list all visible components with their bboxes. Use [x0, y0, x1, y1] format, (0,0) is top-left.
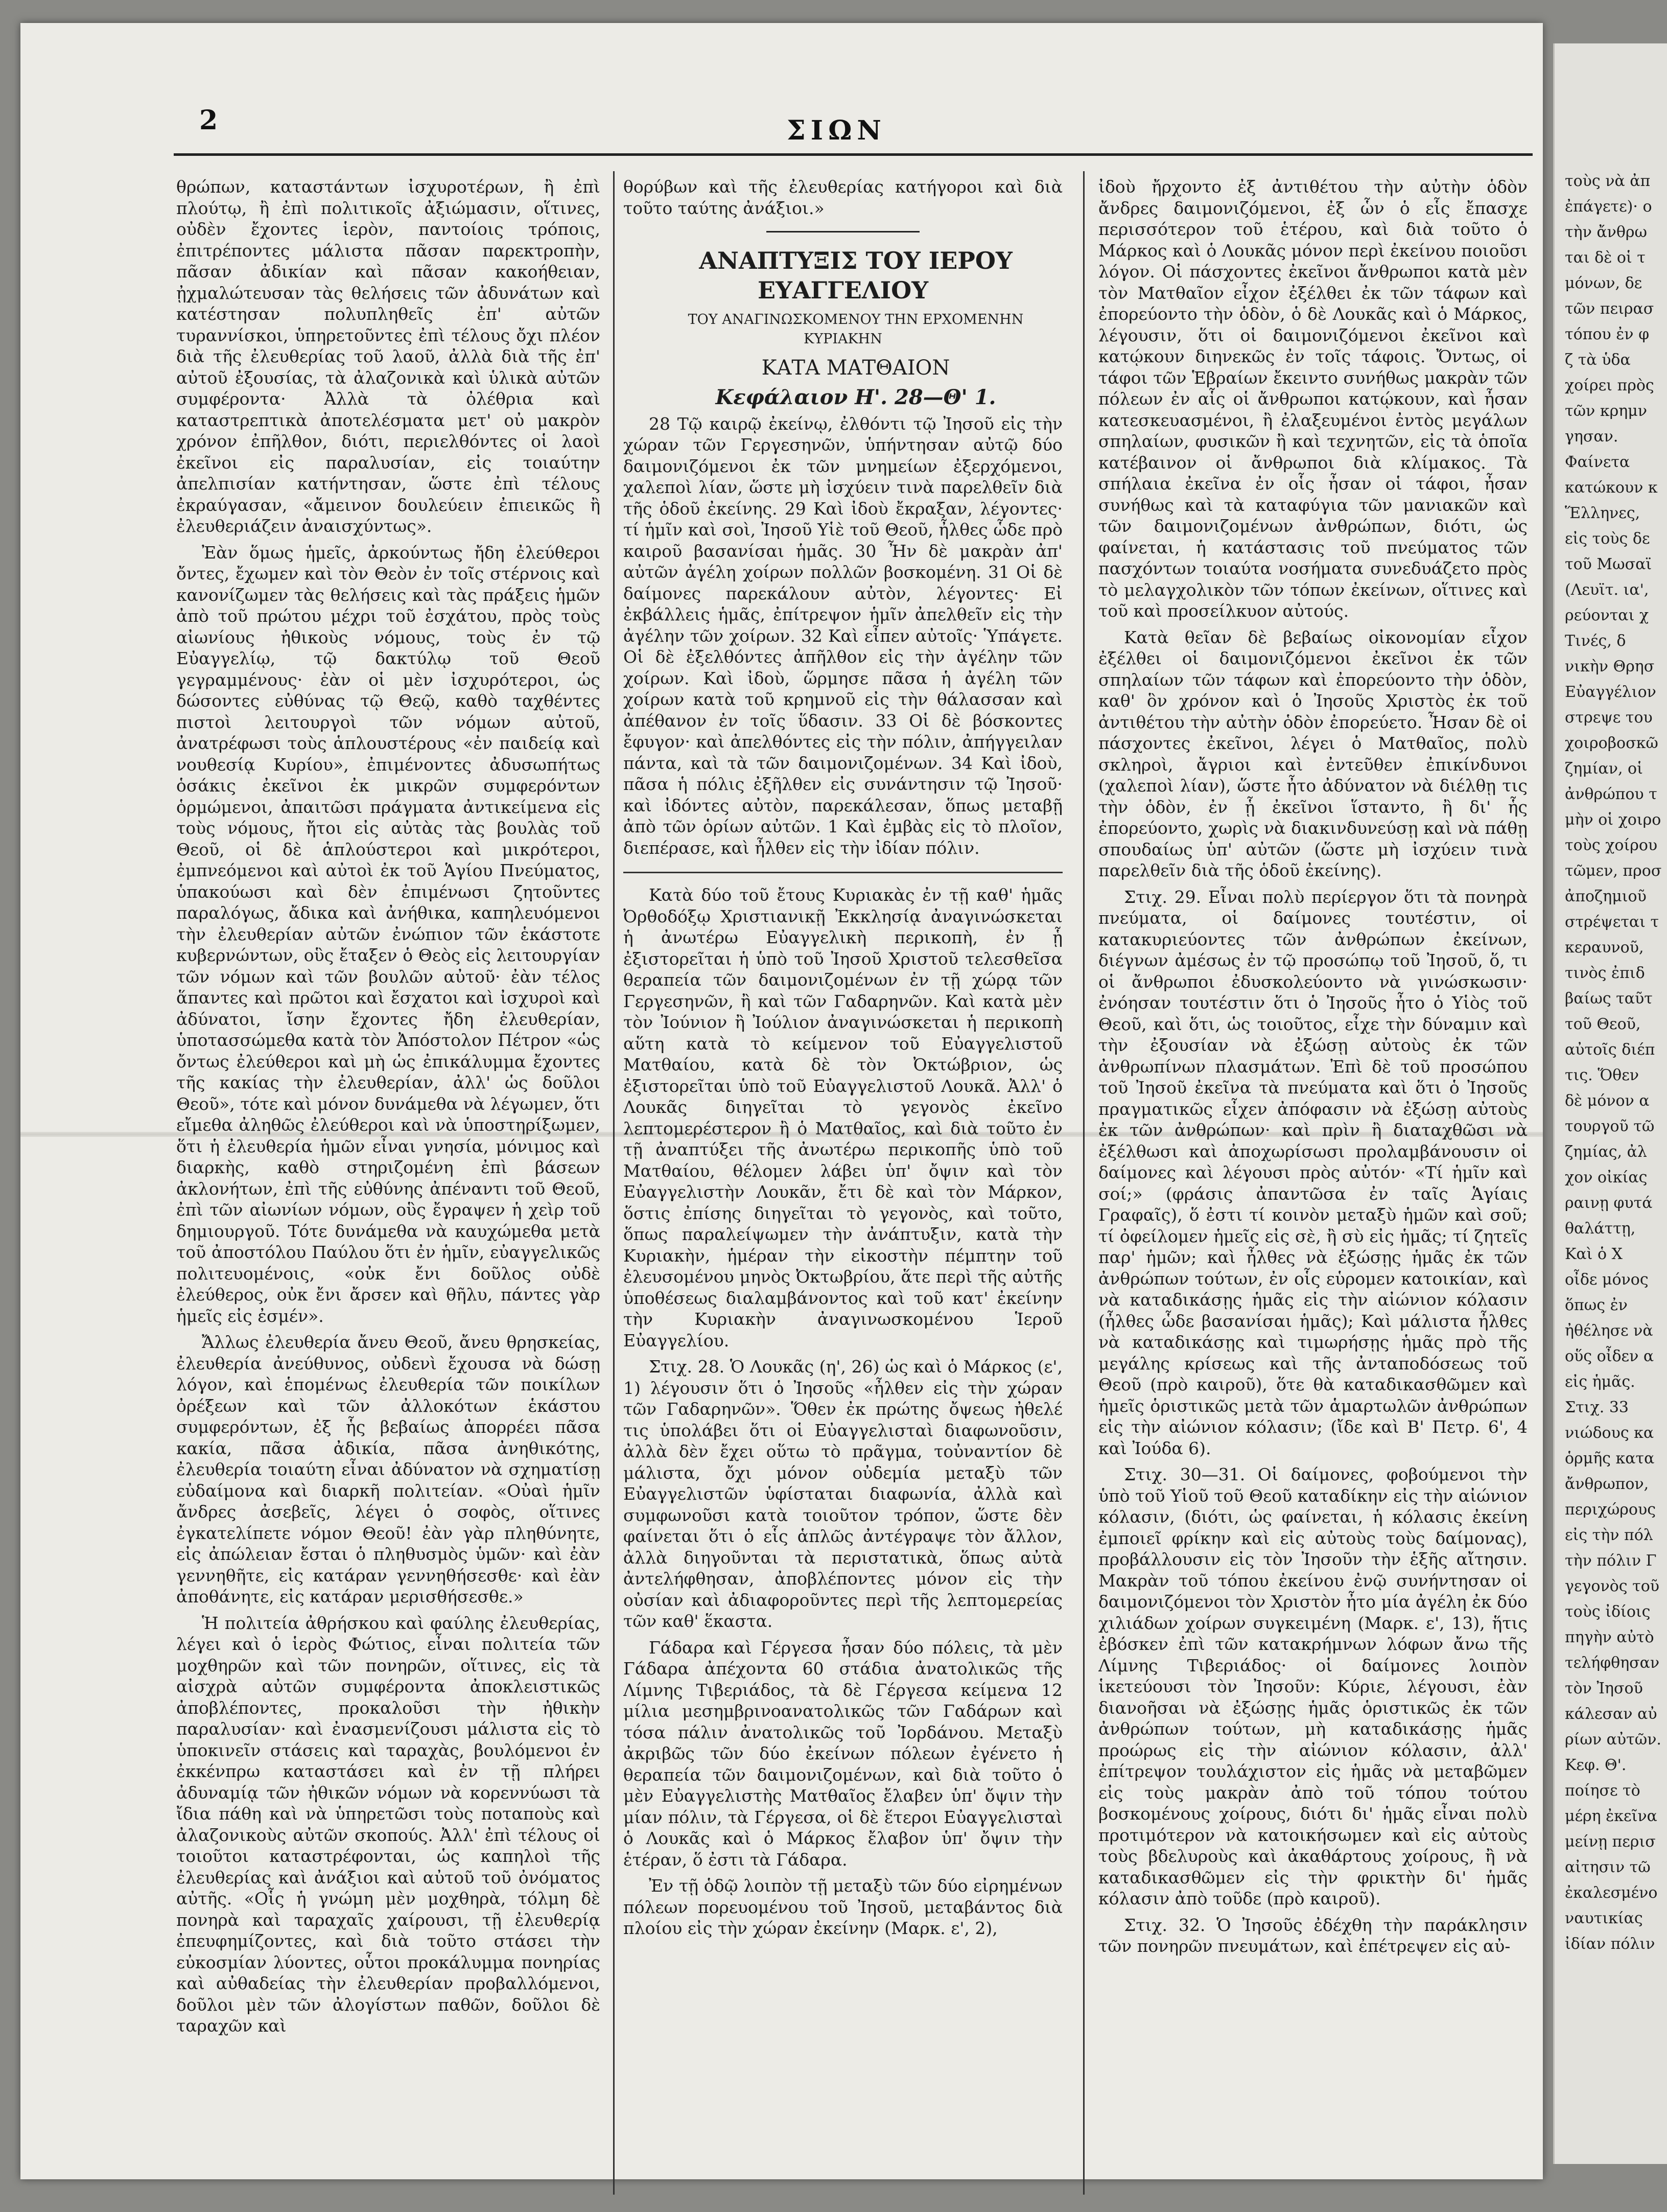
- col4-line: Καὶ ὁ Χ: [1565, 1245, 1623, 1263]
- col4-line: οἶδε μόνος: [1565, 1271, 1649, 1289]
- col4-line: ἄνθρωπον,: [1565, 1475, 1649, 1493]
- col4-line: δὲ μόνον α: [1565, 1092, 1650, 1110]
- col4-line: περιχώρους: [1565, 1501, 1656, 1519]
- column-4-partial: [1565, 171, 1667, 2138]
- col4-line: τοὺς χοίρου: [1565, 836, 1658, 854]
- masthead-title: ΣΙΩΝ: [787, 115, 886, 146]
- col4-line: κεραυνοῦ,: [1565, 939, 1644, 957]
- column-divider-1: [613, 171, 615, 2195]
- col3-paragraph-5: Στιχ. 32. Ὁ Ἰησοῦς ἐδέχθη τὴν παράκλησιν τῶν πονηρῶν πνευμάτων, καὶ ἐπέτρεψεν εἰς αὐ-: [1098, 1915, 1528, 1956]
- col4-line: γησαν.: [1565, 428, 1618, 446]
- page-number: 2: [199, 105, 218, 136]
- scripture-text: 28 Τῷ καιρῷ ἐκείνῳ, ἐλθόντι τῷ Ἰησοῦ εἰς τὴν χώραν τῶν Γεργεσηνῶν, ὑπήντησαν αὐτῷ δύο δαιμονιζόμενοι ἐκ τῶν μνημείων ἐξερχόμενοι, χαλεποὶ λίαν, ὥστε μὴ ἰσχύειν τινὰ παρελθεῖν διὰ τῆς ὁδοῦ ἐκείνης. 29 Καὶ ἰδοὺ ἔκραξαν, λέγοντες· τί ἡμῖν καὶ σοὶ, Ἰησοῦ Υἱὲ τοῦ Θεοῦ, ἦλθες ὧδε πρὸ καιροῦ βασανίσαι ἡμᾶς. 30 Ἦν δὲ μακρὰν ἀπ' αὐτῶν ἀγέλη χοίρων πολλῶν βοσκομένη. 31 Οἱ δὲ δαίμονες παρεκάλουν αὐτὸν, λέγοντες· Εἰ ἐκβάλλεις ἡμᾶς, ἐπίτρεψον ἡμῖν ἀπελθεῖν εἰς τὴν ἀγέλην τῶν χοίρων. 32 Καὶ εἶπεν αὐτοῖς· Ὑπάγετε. Οἱ δὲ ἐξελθόντες ἀπῆλθον εἰς τὴν ἀγέλην τῶν χοίρων. Καὶ ἰδοὺ, ὥρμησε πᾶσα ἡ ἀγέλη τῶν χοίρων κατὰ τοῦ κρημνοῦ εἰς τὴν θάλασσαν καὶ ἀπέθανον ἐν τοῖς ὕδασιν. 33 Οἱ δὲ βόσκοντες ἔφυγον· καὶ ἀπελθόντες εἰς τὴν πόλιν, ἀπήγγειλαν πάντα, καὶ τὰ τῶν δαιμονιζομένων. 34 Καὶ ἰδοὺ, πᾶσα ἡ πόλις ἐξῆλθεν εἰς συνάντησιν τῷ Ἰησοῦ· καὶ ἰδόντες αὐτὸν, παρεκάλεσαν, ὅπως μεταβῇ ἀπὸ τῶν ὁρίων αὐτῶν. 1 Καὶ ἐμβὰς εἰς τὸ πλοῖον, διεπέρασε, καὶ ἦλθεν εἰς τὴν ἰδίαν πόλιν.: [623, 413, 1063, 858]
- col2-paragraph-4: Γάδαρα καὶ Γέργεσα ἦσαν δύο πόλεις, τὰ μὲν Γάδαρα ἀπέχοντα 60 στάδια ἀνατολικῶς τῆς Λίμνης Τιβεριάδος, τὰ δὲ Γέργεσα κείμενα 12 μίλια μεσημβρινοανατολικῶς τῶν Γαδάρων καὶ τόσα πάλιν ἀνατολικῶς τοῦ Ἰορδάνου. Μεταξὺ ἀκριβῶς τῶν δύο ἐκείνων πόλεων ἐγένετο ἡ θεραπεία τῶν δαιμονιζομένων, καὶ διὰ τοῦτο ὁ μὲν Εὐαγγελιστὴς Ματθαῖος ἔλαβεν ὑπ' ὄψιν τὴν μίαν πόλιν, τὰ Γέργεσα, οἱ δὲ ἕτεροι Εὐαγγελισταὶ ὁ Λουκᾶς καὶ ὁ Μάρκος ἔλαβον ὑπ' ὄψιν τὴν ἑτέραν, ὅ ἐστι τὰ Γάδαρα.: [623, 1637, 1063, 1870]
- col4-line: αἰτησιν τῶ: [1565, 1858, 1651, 1876]
- col4-line: στρεψε του: [1565, 709, 1653, 727]
- col4-line: εἰς ἡμᾶς.: [1565, 1373, 1635, 1391]
- col4-line: ται δὲ οἱ τ: [1565, 249, 1646, 267]
- col4-line: ἰδίαν πόλιν: [1565, 1935, 1655, 1953]
- col4-line: Κεφ. Θ'.: [1565, 1756, 1627, 1774]
- col3-paragraph-4: Στιχ. 30—31. Οἱ δαίμονες, φοβούμενοι τὴν ὑπὸ τοῦ Υἱοῦ τοῦ Θεοῦ καταδίκην εἰς τὴν αἰώνιον κόλασιν, (διότι, ὡς φαίνεται, ἡ κόλασις ἐκείνη ἐμποιεῖ φρίκην καὶ εἰς αὐτοὺς τοὺς δαίμονας), προβάλλουσιν εἰς τὸν Ἰησοῦν τὴν ἑξῆς αἴτησιν. Μακρὰν τοῦ τόπου ἐκείνου ἐνῷ συνήντησαν οἱ δαιμονιζόμενοι τὸν Χριστὸν ἦτο μία ἀγέλη ἐκ δύο χιλιάδων χοίρων συγκειμένη (Μαρκ. ε', 13), ἥτις ἐβόσκεν ἐπὶ τῶν κατακρήμνων λόφων ἄνω τῆς Λίμνης Τιβεριάδος· οἱ δαίμονες λοιπὸν ἱκετεύουσι τὸν Ἰησοῦν: Κύριε, λέγουσι, ἐὰν διανοῆσαι νὰ ἐξώσῃς ἡμᾶς ὁριστικῶς ἐκ τῶν ἀνθρώπων τούτων, μὴ καταδικάσῃς ἡμᾶς προώρως εἰς τὴν αἰώνιον κόλασιν, ἀλλ' ἐπίτρεψον τουλάχιστον εἰς ἡμᾶς νὰ μεταβῶμεν εἰς τοὺς μακρὰν ἀπὸ τοῦ τόπου τούτου βοσκομένους χοίρους, διότι δι' ἡμᾶς εἶναι πολὺ προτιμότερον νὰ κατοικήσωμεν καὶ εἰς αὐτοὺς τοὺς βδελυροὺς καὶ ἀκαθάρτους χοίρους, ἢ νὰ καταδικασθῶμεν εἰς τὴν φρικτὴν δι' ἡμᾶς κόλασιν ἀπὸ τοῦδε (πρὸ καιροῦ).: [1098, 1464, 1528, 1908]
- col4-line: Εὐαγγέλιον: [1565, 683, 1656, 701]
- newspaper-page: [20, 23, 1543, 2179]
- col4-line: στρέψεται τ: [1565, 913, 1659, 931]
- col4-line: τοῦ Μωσαϊ: [1565, 555, 1652, 573]
- col4-line: ρίων αὐτῶν.: [1565, 1731, 1661, 1749]
- col4-line: ζημίαν, οἱ: [1565, 760, 1643, 778]
- col4-line: τὴν πόλιν Γ: [1565, 1552, 1657, 1570]
- col4-line: ζημίας, ἀλ: [1565, 1143, 1647, 1161]
- col4-line: ναυτικίας: [1565, 1910, 1643, 1927]
- col4-line: ἀποζημιοῦ: [1565, 888, 1647, 905]
- col4-line: τοὺς ἰδίοις: [1565, 1603, 1651, 1621]
- col4-line: χον οἰκίας: [1565, 1169, 1648, 1186]
- col4-line: Στιχ. 33: [1565, 1399, 1629, 1416]
- col4-line: μόνων, δε: [1565, 274, 1642, 292]
- col4-line: τινὸς ἐπιδ: [1565, 964, 1645, 982]
- col4-line: ἀνθρώπου τ: [1565, 785, 1657, 803]
- col2-paragraph-2: Κατὰ δύο τοῦ ἔτους Κυριακὰς ἐν τῇ καθ' ἡμᾶς Ὀρθοδόξῳ Χριστιανικῇ Ἐκκλησίᾳ ἀναγινώσκεται ἡ ἀνωτέρω Εὐαγγελικὴ περικοπὴ, ἐν ᾗ ἐξιστορεῖται ἡ ὑπὸ τοῦ Ἰησοῦ Χριστοῦ τελεσθεῖσα θεραπεία τῶν δαιμονιζομένων ἐν τῇ χώρᾳ τῶν Γεργεσηνῶν, ἢ καὶ τῶν Γαδαρηνῶν. Καὶ κατὰ μὲν τὸν Ἰούνιον ἢ Ἰούλιον ἀναγινώσκεται ἡ περικοπὴ αὕτη κατὰ τὸ κείμενον τοῦ Εὐαγγελιστοῦ Ματθαίου, κατὰ δὲ τὸν Ὀκτώβριον, ὡς ἐξιστορεῖται ὑπὸ τοῦ Εὐαγγελιστοῦ Λουκᾶ. Ἀλλ' ὁ Λουκᾶς διηγεῖται τὸ γεγονὸς ἐκεῖνο λεπτομερέστερον ἢ ὁ Ματθαῖος, καὶ διὰ τοῦτο ἐν τῇ ἀναπτύξει τῆς ἀνωτέρω περικοπῆς ὑπὸ τοῦ Ματθαίου, θέλομεν λάβει ὑπ' ὄψιν καὶ τὸν Εὐαγγελιστὴν Λουκᾶν, ἔτι δὲ καὶ τὸν Μάρκον, ὅστις ἐπίσης διηγεῖται τὸ γεγονὸς, καὶ τοῦτο, ὅπως παραλείψωμεν τὴν ἀνάπτυξιν, κατὰ τὴν Κυριακὴν, ἡμέραν τὴν εἰκοστὴν πέμπτην τοῦ ἐλευσομένου μηνὸς Ὀκτωβρίου, ἅτε περὶ τῆς αὐτῆς ὑποθέσεως διαλαμβάνοντος καὶ τοῦ κατ' ἐκείνην τὴν Κυριακὴν ἀναγινωσκομένου Ἱεροῦ Εὐαγγελίου.: [623, 885, 1063, 1351]
- article-gospel: ΚΑΤΑ ΜΑΤΘΑΙΟΝ: [761, 356, 950, 380]
- col4-line: Ἕλληνες,: [1565, 504, 1640, 522]
- col3-paragraph-1: ἰδοὺ ἤρχοντο ἐξ ἀντιθέτου τὴν αὐτὴν ὁδὸν ἄνδρες δαιμονιζόμενοι, ἐξ ὧν ὁ εἷς ἔπασχε περισσότερον τοῦ ἑτέρου, καὶ διὰ τοῦτο ὁ Μάρκος καὶ ὁ Λουκᾶς μόνον περὶ ἐκείνου ποιοῦσι λόγον. Οἱ πάσχοντες ἐκεῖνοι ἄνθρωποι κατὰ μὲν τὸν Ματθαῖον εἶχον ἐξέλθει ἐκ τῶν τάφων καὶ ἐπορεύοντο τὴν ὁδὸν, ὁ δὲ Λουκᾶς καὶ ὁ Μάρκος, λέγουσιν, ὅτι οἱ δαιμονιζόμενοι ἐκεῖνοι καὶ κατῴκουν διηνεκῶς ἐν τοῖς τάφοις. Ὄντως, οἱ τάφοι τῶν Ἑβραίων ἔκειντο συνήθως μακρὰν τῶν πόλεων ἐν αἷς οἱ ἄνθρωποι κατῴκουν, καὶ ἦσαν κατεσκευασμένοι, ἢ ἐλαξευμένοι ἐντὸς μεγάλων σπηλαίων, φυσικῶν ἢ καὶ τεχνητῶν, εἰς τὰ ὁποῖα κατέβαινον οἱ ἄνθρωποι διὰ κλίμακος. Τὰ σπήλαια ἐκεῖνα ἐν οἷς ἦσαν οἱ τάφοι, ἦσαν συνήθως καὶ τὰ καταφύγια τῶν μανιακῶν καὶ τῶν δαιμονιζομένων ἀνθρώπων, διότι, ὡς φαίνεται, ἡ κατάστασις τοῦ πνεύματος τῶν πασχόντων τοιαύτα νοσήματα συνεδυάζετο πρὸς τὸ μελαγχολικὸν τῶν τόπων ἐκείνων, οἵτινες καὶ τοῦ καὶ προσείλκυον αὐτούς.: [1098, 177, 1528, 621]
- col3-paragraph-3: Στιχ. 29. Εἶναι πολὺ περίεργον ὅτι τὰ πονηρὰ πνεύματα, οἱ δαίμονες τουτέστιν, οἱ κατακυριεύοντες τῶν ἀνθρώπων ἐκείνων, διέγνων ἀμέσως ἐν τῷ προσώπῳ τοῦ Ἰησοῦ, ὅ, τι οἱ ἄνθρωποι ἐδυσκολεύοντο νὰ γινώσκωσιν· ἐνόησαν τουτέστιν ὅτι ὁ Ἰησοῦς ἦτο ὁ Υἱὸς τοῦ Θεοῦ, καὶ ὅτι, ὡς τοιοῦτος, εἶχε τὴν δύναμιν καὶ τὴν ἐξουσίαν νὰ ἐξώσῃ αὐτοὺς ἐκ τῶν ἀνθρωπίνων πλασμάτων. Ἐπὶ δὲ τοῦ προσώπου τοῦ Ἰησοῦ ἐκεῖνα τὰ πνεύματα καὶ ὅτι ὁ Ἰησοῦς πραγματικῶς εἶχεν ἀπόφασιν νὰ ἐξώσῃ αὐτοὺς ἐκ τῶν ἀνθρώπων· καὶ πρὶν ἢ διαταχθῶσι νὰ ἐξέλθωσι καὶ ἀποχωρίσωσι προλαμβάνουσιν οἱ δαίμονες καὶ λέγουσι πρὸς αὐτόν· «Τί ἡμῖν καὶ σοί;» (φράσις ἀπαντῶσα ἐν ταῖς Ἁγίαις Γραφαῖς), ὅ ἐστι τί κοινὸν μεταξὺ ἡμῶν καὶ σοῦ; τί ὀφείλομεν ἡμεῖς εἰς σὲ, ἢ σὺ εἰς ἡμᾶς; τί ζητεῖς παρ' ἡμῶν; καὶ ἦλθες νὰ ἐξώσῃς ἡμᾶς ἐκ τῶν ἀνθρώπων τούτων, ἐν οἷς εὑρομεν κατοικίαν, καὶ νὰ καταδικάσῃς ἡμᾶς εἰς τὴν αἰώνιον κόλασιν (ἦλθες ὧδε βασανίσαι ἡμᾶς); Καὶ μάλιστα ἦλθες νὰ καταδικάσῃς καὶ τιμωρήσῃς ἡμᾶς πρὸ τῆς μεγάλης κρίσεως καὶ τῆς ἀνταποδόσεως τοῦ Θεοῦ (πρὸ καιροῦ), ὅτε θὰ καταδικασθῶμεν καὶ ἡμεῖς ὁριστικῶς μετὰ τῶν ἁμαρτωλῶν ἀνθρώπων εἰς τὴν αἰώνιον κόλασιν; (ἴδε καὶ Β' Πετρ. 6', 4 καὶ Ἰούδα 6).: [1098, 887, 1528, 1458]
- col4-line: (Λευϊτ. ια',: [1565, 581, 1649, 599]
- col4-line: ζ τὰ ὑδα: [1565, 351, 1631, 369]
- col4-line: μέρη ἐκεῖνα: [1565, 1807, 1657, 1825]
- col4-line: βαίως ταῦτ: [1565, 990, 1653, 1008]
- col1-paragraph-3: Ἄλλως ἐλευθερία ἄνευ Θεοῦ, ἄνευ θρησκείας, ἐλευθερία ἀνεύθυνος, οὐδενὶ ἔχουσα νὰ δώσῃ λόγον, καὶ ἑπομένως ἐλευθερία τῶν ποικίλων ὀρέξεων καὶ τῶν ἀλλοκότων ἑκάστου συμφερόντων, ἐξ ἧς βεβαίως ἀπορρέει πᾶσα κακία, πᾶσα ἀδικία, πᾶσα ἀνηθικότης, ἐλευθερία τοιαύτη εἶναι ἀδύνατον νὰ σχηματίσῃ εὐδαίμονα καὶ διαρκῆ πολιτείαν. «Οὐαὶ ἡμῖν ἄνδρες ἀσεβεῖς, λέγει ὁ σοφὸς, οἵτινες ἐγκατελίπετε νόμον Θεοῦ! ἐὰν γὰρ πληθύνητε, εἰς ἀπώλειαν ἔσται ὁ πληθυσμὸς ὑμῶν· καὶ ἐὰν γεννηθῆτε, εἰς κατάραν γεννηθήσεσθε· καὶ ἐὰν ἀποθάνητε, εἰς κατάραν μερισθήσεσθε.»: [176, 1332, 600, 1606]
- column-1: [176, 176, 600, 2184]
- col4-line: τις. Ὅθεν: [1565, 1066, 1639, 1084]
- col4-line: οὕς οἶδεν α: [1565, 1347, 1654, 1365]
- col4-line: εἰς τὴν πόλ: [1565, 1526, 1653, 1544]
- col4-line: τοῦ Θεοῦ,: [1565, 1015, 1641, 1033]
- col2-paragraph-3: Στιχ. 28. Ὁ Λουκᾶς (η', 26) ὡς καὶ ὁ Μάρκος (ε', 1) λέγουσιν ὅτι ὁ Ἰησοῦς «ἦλθεν εἰς τὴν χώραν τῶν Γαδαρηνῶν». Ὅθεν ἐκ πρώτης ὄψεως ἠθελέ τις ὑπολάβει ὅτι οἱ Εὐαγγελισταὶ διαφωνοῦσιν, ἀλλὰ δὲν ἔχει οὕτω τὸ πρᾶγμα, τοὐναντίον δὲ μάλιστα, ὄχι μόνον οὐδεμία μεταξὺ τῶν Εὐαγγελιστῶν ὑφίσταται διαφωνία, ἀλλὰ καὶ συμφωνοῦσι κατὰ τοιοῦτον τρόπον, ὥστε δὲν φαίνεται ὅτι ὁ εἷς ἁπλῶς ἀντέγραψε τὸν ἄλλον, ἀλλὰ διηγοῦνται τὰ περιστατικὰ, ὅπως αὐτὰ ἀντελήφθησαν, ἀποβλέποντες μόνον εἰς τὴν οὐσίαν καὶ ἀδιαφοροῦντες περὶ τῆς λεπτομερείας τῶν καθ' ἕκαστα.: [623, 1357, 1063, 1631]
- col4-line: θαλάττῃ,: [1565, 1220, 1636, 1238]
- col4-line: τὴν ἄνθρω: [1565, 223, 1648, 241]
- col4-line: κάλεσαν αὐ: [1565, 1705, 1657, 1723]
- adjacent-page-strip: [1553, 43, 1667, 2164]
- col4-line: τοὺς νὰ ἀπ: [1565, 172, 1651, 190]
- section-rule: [766, 231, 920, 232]
- col4-line: ραινῃ φυτά: [1565, 1194, 1653, 1212]
- col1-paragraph-2: Ἐὰν ὅμως ἡμεῖς, ἀρκούντως ἤδη ἐλεύθεροι ὄντες, ἔχωμεν καὶ τὸν Θεὸν ἐν τοῖς στέρνοις καὶ κανονίζωμεν τὰς θελήσεις καὶ τὰς πράξεις ἡμῶν ἀπὸ τοῦ πρώτου μέχρι τοῦ ἐσχάτου, πρὸς τοὺς αἰωνίους ἠθικοὺς νόμους, τοὺς ἐν τῷ Εὐαγγελίῳ, τῷ δακτύλῳ τοῦ Θεοῦ γεγραμμένους· ἐὰν οἱ μὲν ἰσχυρότεροι, ὡς δώσοντες εὐθύνας τῷ Θεῷ, καθὸ ταχθέντες πιστοὶ λειτουργοὶ τῶν νόμων αὐτοῦ, ἀνατρέφωσι τοὺς ἁπλουστέρους «ἐν παιδείᾳ καὶ νουθεσίᾳ Κυρίου», ἐπιμένοντες ἀδυσωπήτως ὁσάκις ἐκεῖνοι ἐκ μικρῶν συμφερόντων ὁρμώμενοι, ἀπαιτῶσι πράγματα ἀντικείμενα εἰς τοὺς νόμους, ἤτοι εἰς αὐτὰς τὰς βουλὰς τοῦ Θεοῦ, οἱ δὲ ἁπλούστεροι καὶ μικρότεροι, ἐμπνεόμενοι καὶ αὐτοὶ ἐκ τοῦ Ἁγίου Πνεύματος, ὑπακούωσι καὶ δὲν ἐπιμένωσι ζητοῦντες παραλόγως, ἄδικα καὶ ἀνήθικα, καπηλευόμενοι τὴν ἐλευθερίαν αὐτῶν ἐνώπιον τῶν ἑκάστοτε κυβερνώντων, οὓς ἔταξεν ὁ Θεὸς εἰς λειτουργίαν τῶν νόμων καὶ τῶν βουλῶν αὐτοῦ· ἐὰν τέλος ἅπαντες καὶ πρῶτοι καὶ ἔσχατοι καὶ ἰσχυροὶ καὶ ἀδύνατοι, ἴσην ἔχοντες ἤδη ἐλευθερίαν, ὑποτασσώμεθα κατὰ τὸν Ἀπόστολον Πέτρον «ὡς ὄντως ἐλεύθεροι καὶ μὴ ὡς ἐπικάλυμμα ἔχοντες τῆς κακίας τὴν ἐλευθερίαν, ἀλλ' ὡς δοῦλοι Θεοῦ», τότε καὶ μόνον δυνάμεθα νὰ λέγωμεν, ὅτι εἴμεθα ἀληθῶς ἐλεύθεροι καὶ νὰ ὑποστηρίξωμεν, ὅτι ἡ ἐλευθερία ἡμῶν εἶναι γνησία, μόνιμος καὶ διαρκὴς, καθὸ στηριζομένη ἐπὶ βάσεων ἀκλονήτων, ἐπὶ τῆς εὐθύνης ἀπέναντι τοῦ Θεοῦ, ἐπὶ τῶν αἰωνίων νόμων, οὓς ἔγραψεν ἡ χεὶρ τοῦ δημιουργοῦ. Τότε δυνάμεθα νὰ καυχώμεθα μετὰ τοῦ ἀποστόλου Παύλου ὅτι ἐν ἡμῖν, εὐαγγελικῶς πολιτευομένοις, «οὐκ ἔνι δοῦλος οὐδὲ ἐλεύθερος, οὐκ ἔνι ἄρσεν καὶ θῆλυ, πάντες γὰρ ἡμεῖς εἰς ἐσμέν».: [176, 542, 600, 1326]
- col4-line: κατώκουν κ: [1565, 479, 1658, 497]
- col3-paragraph-2: Κατὰ θεῖαν δὲ βεβαίως οἰκονομίαν εἶχον ἐξέλθει οἱ δαιμονιζόμενοι ἐκεῖνοι ἐκ τῶν σπηλαίων τῶν τάφων καὶ ἐπορεύοντο τὴν ὁδὸν, καθ' ὃν χρόνον καὶ ὁ Ἰησοῦς Χριστὸς ἐκ τοῦ ἀντιθέτου τὴν αὐτὴν ὁδὸν ἐπορεύετο. Ἦσαν δὲ οἱ πάσχοντες ἐκεῖνοι, λέγει ὁ Ματθαῖος, πολὺ σκληροὶ, ἄγριοι καὶ ἐντεῦθεν ἐπικίνδυνοι (χαλεποὶ λίαν), ὥστε ἦτο ἀδύνατον νὰ διέλθῃ τις τὴν ὁδὸν, ἐν ᾗ ἐκεῖνοι ἵσταντο, ἢ δι' ἧς ἐπορεύοντο, χωρὶς νὰ διακινδυνεύσῃ καὶ νὰ πάθῃ σπουδαίως ὑπ' αὐτῶν (ὥστε μὴ ἰσχύειν τινὰ παρελθεῖν διὰ τῆς ὁδοῦ ἐκείνης).: [1098, 627, 1528, 880]
- col4-line: πηγὴν αὐτὸ: [1565, 1628, 1654, 1646]
- column-2: [623, 176, 1063, 2184]
- col4-line: Φαίνετα: [1565, 453, 1630, 471]
- col4-line: νικὴν Θρησ: [1565, 658, 1655, 676]
- col4-line: τὸν Ἰησοῦ: [1565, 1680, 1643, 1697]
- col2-paragraph-5: Ἐν τῇ ὁδῷ λοιπὸν τῇ μεταξὺ τῶν δύο εἰρημένων πόλεων πορευομένου τοῦ Ἰησοῦ, μεταβάντος διὰ πλοίου εἰς τὴν χώραν ἐκείνην (Μαρκ. ε', 2),: [623, 1876, 1063, 1938]
- col4-line: μὴν οἱ χοιρο: [1565, 811, 1661, 829]
- col4-line: ὅπως ἐν: [1565, 1296, 1628, 1314]
- col4-line: νιώδους κα: [1565, 1424, 1654, 1442]
- col4-line: χοίρει πρὸς: [1565, 377, 1654, 394]
- col4-line: ἐπάγετε)· ο: [1565, 198, 1652, 216]
- col4-line: εἰς τοὺς δε: [1565, 530, 1650, 548]
- col4-line: τῶν πειρασ: [1565, 300, 1654, 318]
- col4-line: γεγονὸς τοῦ: [1565, 1577, 1659, 1595]
- col4-line: χοιροβοσκῶ: [1565, 734, 1658, 752]
- col4-line: ὁρμῆς κατα: [1565, 1450, 1655, 1468]
- col4-line: τόπου ἐν φ: [1565, 325, 1650, 343]
- col1-paragraph-4: Ἡ πολιτεία ἀθρήσκου καὶ φαύλης ἐλευθερίας, λέγει καὶ ὁ ἱερὸς Φώτιος, εἶναι πολιτεία τῶν μοχθηρῶν καὶ τῶν πονηρῶν, οἵτινες, εἰς τὰ αἰσχρὰ αὐτῶν συμφέροντα ἀποκλειστικῶς ἀποβλέποντες, προκαλοῦσι τὴν ἠθικὴν παραλυσίαν· καὶ ἐνασμενίζουσι μάλιστα εἰς τὸ ὑποκινεῖν στάσεις καὶ ταραχὰς, βουλόμενοι ἐν ἐκκένπρω καταστάσει καὶ ἐν τῇ πλήρει ἀδυναμίᾳ τῶν ἠθικῶν νόμων νὰ κορεννύωσι τὰ ἴδια πάθη καὶ νὰ ὑπηρετῶσι τοὺς ποταποὺς καὶ ἀλαζονικοὺς αὐτῶν σκοπούς. Ἀλλ' ἐπὶ τέλους οἱ τοιοῦτοι καταστρέφονται, ὡς καπηλοὶ τῆς ἐλευθερίας καὶ ἀνάξιοι καὶ αὐτοῦ τοῦ ὀνόματος αὐτῆς. «Οἷς ἡ γνώμη μὲν μοχθηρὰ, τόλμη δὲ πονηρὰ καὶ ταραχαῖς χαίρουσι, τῇ ἐλευθερίᾳ ἐπευφημίζοντες, καὶ διὰ τοῦτο στάσει τὴν εὐκοσμίαν λύοντες, οὗτοι προκάλυμμα πονηρίας καὶ αὐθαδείας τὴν ἐλευθερίαν προβαλλόμενοι, δοῦλοι μὲν τῶν ἀλογίστων παθῶν, δοῦλοι δὲ ταραχῶν καὶ: [176, 1613, 600, 2036]
- col4-line: τουργοῦ τῶ: [1565, 1117, 1655, 1135]
- col2-paragraph-1: θορύβων καὶ τῆς ἐλευθερίας κατήγοροι καὶ διὰ τοῦτο ταύτης ἀνάξιοι.»: [623, 177, 1063, 218]
- col4-line: τῶμεν, προσ: [1565, 862, 1662, 880]
- col4-line: αὐτοῖς διέπ: [1565, 1041, 1655, 1059]
- col4-line: ρεύονται χ: [1565, 607, 1649, 624]
- col4-line: τῶν κρημν: [1565, 402, 1647, 420]
- col4-line: τελήφθησαν: [1565, 1654, 1660, 1672]
- column-3: [1098, 176, 1528, 2184]
- col1-paragraph-1: θρώπων, καταστάντων ἰσχυροτέρων, ἢ ἐπὶ πλούτῳ, ἢ ἐπὶ πολιτικοῖς ἀξιώμασιν, οἵτινες, οὐδὲν ἔχοντες ἱερὸν, παντοίοις τρόποις, ἐπιτρέποντες μάλιστα πᾶσαν παρεκτροπὴν, πᾶσαν ἀδικίαν καὶ πᾶσαν κακοήθειαν, ᾐχμαλώτευσαν τὰς θελήσεις τῶν ἀδυνάτων καὶ κατέστησαν πολυπληθεῖς ἐπ' αὐτῶν τυραννίσκοι, ὑπηρετοῦντες ἐπὶ τέλους ὄχι πλέον διὰ τῆς ἐλευθερίας τοῦ λαοῦ, ἀλλὰ διὰ τῆς ἐπ' αὐτοῦ ἐξουσίας, τὰ ἀλαζονικὰ καὶ ὑλικὰ αὐτῶν συμφέροντα· Ἀλλὰ τὰ ὀλέθρια καὶ καταστρεπτικὰ ἀποτελέσματα μετ' οὐ μακρὸν χρόνον ἐπῆλθον, διότι, περιελθόντες οἱ λαοὶ ἐκεῖνοι εἰς παραλυσίαν, εἰς τοιαύτην ἀπελπισίαν κατήντησαν, ὥστε ἐπὶ τέλους ἐκραύγασαν, «ἄμεινον δουλεύειν ἐπιεικῶς ἢ ἐλευθεριάζειν ἀναισχύντως».: [176, 177, 600, 536]
- article-chapter: Κεφάλαιον Η'. 28—Θ' 1.: [715, 385, 996, 409]
- col4-line: Τινές, δ: [1565, 632, 1626, 650]
- masthead-rule: [174, 153, 1533, 156]
- column-divider-2: [1083, 171, 1085, 2195]
- scripture-passage: [623, 413, 1063, 874]
- col4-line: ποίησε τὸ: [1565, 1782, 1640, 1800]
- col4-line: μείνῃ περισ: [1565, 1833, 1656, 1851]
- article-subtitle: ΤΟΥ ΑΝΑΓΙΝΩΣΚΟΜΕΝΟΥ ΤΗΝ ΕΡΧΟΜΕΝΗΝ ΚΥΡΙΑΚΗΝ: [688, 312, 1024, 347]
- article-title: ΑΝΑΠΤΥΞΙΣ ΤΟΥ ΙΕΡΟΥ ΕΥΑΓΓΕΛΙΟΥ: [699, 247, 1013, 304]
- col4-line: ἐκαλεσμένο: [1565, 1884, 1658, 1902]
- col4-line: ἠθέλησε νὰ: [1565, 1322, 1653, 1340]
